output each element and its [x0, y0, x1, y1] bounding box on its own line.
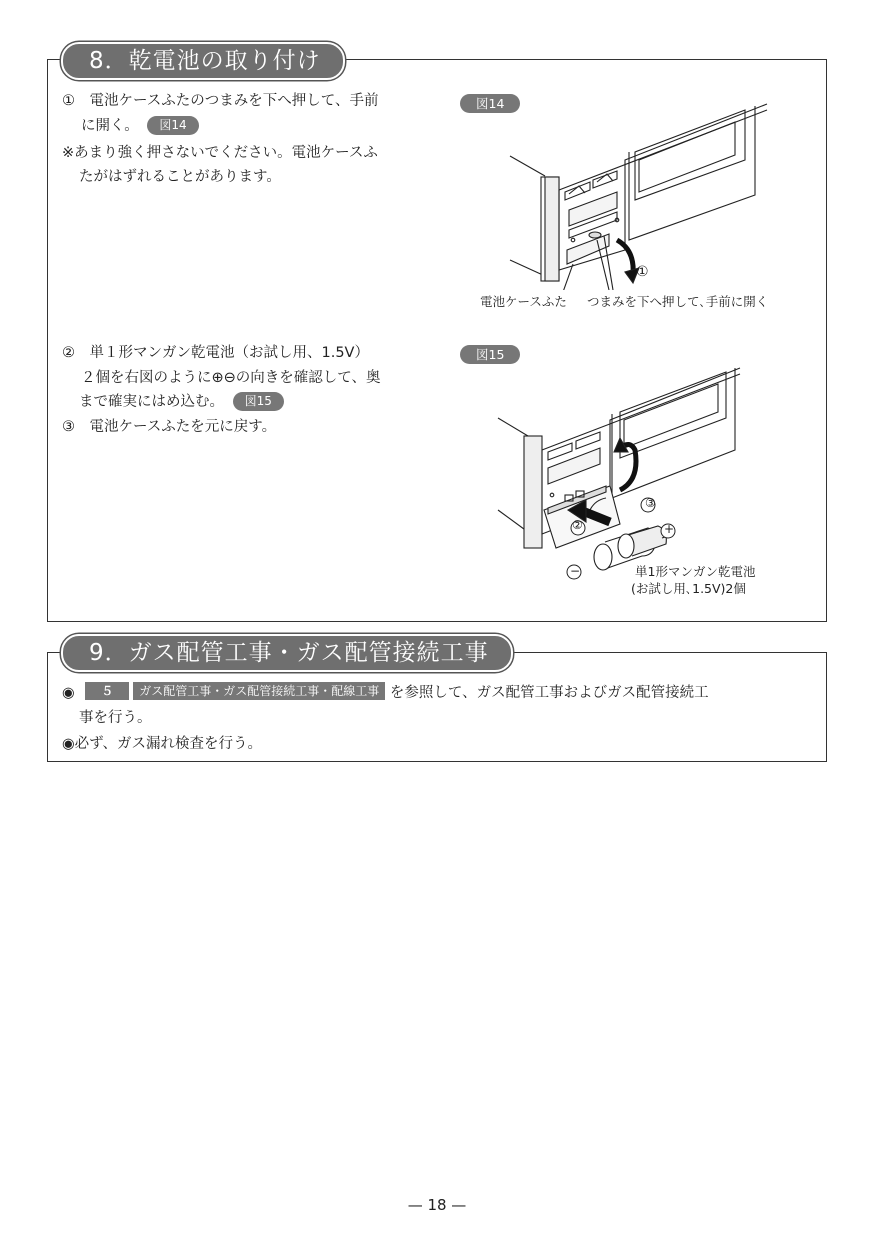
figure-15-illustration: [490, 350, 760, 585]
page-number: — 18 —: [407, 1196, 467, 1214]
battery-label-line-2: (お試し用､1.5V)2個: [631, 581, 746, 596]
note-line-2: たがはずれることがあります。: [79, 169, 281, 185]
step-1-line-2: [81, 113, 199, 139]
step-1-text: に開く。: [81, 118, 139, 134]
figure-14-callout-1: ①: [636, 264, 649, 280]
figure-14-knob-label: つまみを下へ押して､手前に開く: [587, 294, 769, 309]
step-2-line-1: ② 単１形マンガン乾電池（お試し用、1.5V）: [62, 345, 369, 361]
figure-15-tag: 図15: [460, 345, 520, 364]
step-2-text: まで確実にはめ込む。: [79, 394, 224, 410]
reference-section-number: ５: [85, 682, 129, 700]
step-3-line-1: ③ 電池ケースふたを元に戻す。: [62, 419, 277, 435]
bullet-icon: ◉: [62, 685, 75, 701]
bullet-1-text: を参照して、ガス配管工事およびガス配管接続工: [389, 685, 709, 701]
battery-label-line-1: 単1形マンガン乾電池: [635, 564, 756, 579]
figure-15-callout-3: ③: [645, 496, 656, 510]
bullet-2: ◉必ず、ガス漏れ検査を行う。: [62, 736, 262, 752]
step-2-line-2: ２個を右図のように⊕⊖の向きを確認して、奥: [81, 370, 381, 386]
step-1-line-1: ① 電池ケースふたのつまみを下へ押して、手前: [62, 93, 379, 109]
plus-terminal-label: +: [664, 522, 675, 536]
figure-14-tag: 図14: [460, 94, 520, 113]
note-line-1: ※あまり強く押さないでください。電池ケースふ: [62, 145, 378, 161]
figure-15-ref-tag: 図15: [233, 392, 284, 411]
minus-terminal-label: −: [570, 564, 581, 578]
step-2-line-3: [79, 389, 284, 415]
bullet-1-line-1: [62, 680, 709, 706]
figure-14-ref-tag: 図14: [147, 116, 198, 135]
figure-14-cover-label: 電池ケースふた: [480, 294, 567, 309]
reference-section-title: ガス配管工事・ガス配管接続工事・配線工事: [133, 682, 385, 700]
section-9-title: 9．ガス配管工事・ガス配管接続工事: [61, 634, 513, 672]
bullet-1-line-2: 事を行う。: [79, 710, 152, 726]
figure-15-callout-2: ②: [572, 518, 583, 532]
section-8-title: 8．乾電池の取り付け: [61, 42, 345, 80]
figure-14-illustration: [505, 100, 785, 290]
